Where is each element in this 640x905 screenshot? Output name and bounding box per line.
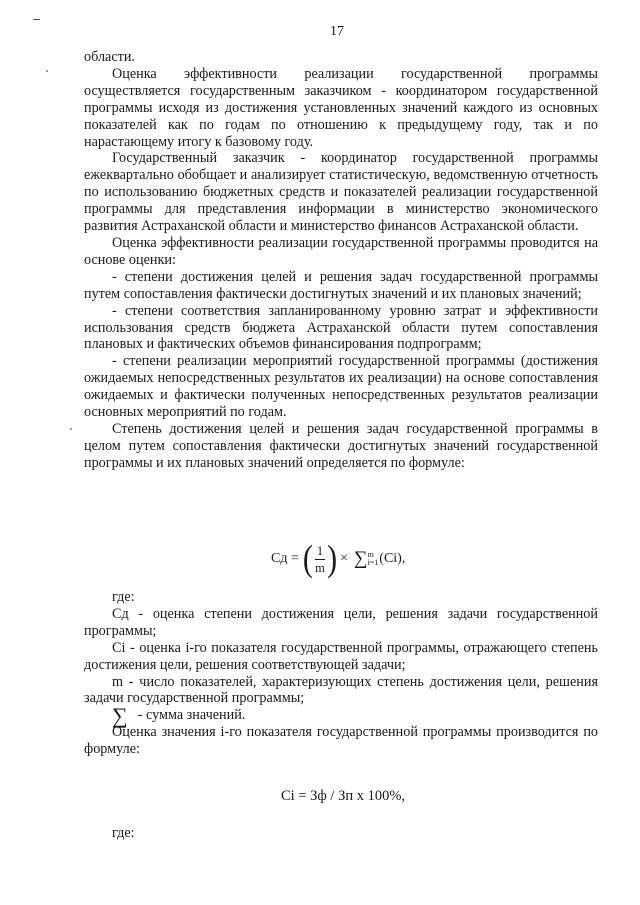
sigma-icon: ∑ [354, 548, 368, 569]
where-label: где: [112, 589, 135, 605]
page-number: 17 [330, 24, 344, 39]
definition-ci: Ci - оценка i-го показателя государственной программы, отражающего степень достижения цели, решения соответствующей задачи; [84, 639, 598, 673]
times-sign: × [340, 551, 349, 566]
paragraph: Степень достижения целей и решения задач государственной программы в целом путем сопоставления фактически достигнутых значений государственной программы и их плановых значений определяется по формуле: [84, 420, 598, 471]
sigma-icon: ∑ [112, 702, 128, 728]
paragraph: Оценка эффективности реализации государственной программы осуществляется государственным заказчиком - координатором государственной программы исходя из достижения установленных значений каждого из основных показателей как по годам по отношению к предыдущему году, так и по нарастающему итогу к базовому году. [84, 65, 598, 150]
where-label: где: [112, 825, 135, 841]
definition-m: m - число показателей, характеризующих степень достижения цели, решения задачи государственной программы; [84, 673, 598, 707]
paragraph: области. [84, 49, 135, 65]
sum-upper-limit: m [367, 550, 374, 559]
scan-speck [70, 428, 72, 430]
formula-ci: Ci = Зф / Зп x 100%, [281, 788, 406, 804]
definitions [84, 589, 598, 758]
definition-sum [84, 702, 598, 728]
right-paren: ) [327, 537, 338, 579]
left-paren: ( [302, 537, 313, 579]
paragraph: Государственный заказчик - координатор государственной программы ежеквартально обобщает и анализирует статистическую, ведомственную отчетность по использованию бюджетных средств и показателей реализации государственной программы для представления информации в министерство экономического развития Астраханской области и министерство финансов Астраханской области. [84, 150, 598, 235]
paragraph: Оценка эффективности реализации государственной программы проводится на основе оценки: [84, 234, 598, 268]
definition-sd: Сд - оценка степени достижения цели, решения задачи государственной программы; [84, 605, 598, 639]
sum-lower-limit: i=1 [367, 558, 379, 567]
list-item: - степени реализации мероприятий государственной программы (достижения ожидаемых непосредственных результатов их реализации) на основе сопоставления ожидаемых и фактически полученных непосредственных результатов реализации основных мероприятий по годам. [84, 353, 598, 421]
sum-text: - сумма значений. [137, 707, 246, 724]
sum-limits [368, 551, 379, 567]
sum-term: (Ci), [379, 551, 406, 566]
paragraph: Оценка значения i-го показателя государственной программы производится по формуле: [84, 724, 598, 758]
scan-speck [46, 70, 48, 72]
formula-lhs: Сд = [271, 551, 299, 566]
list-item: - степени соответствия запланированному уровню затрат и эффективности использования средств бюджета Астраханской области путем сопоставления плановых и фактических объемов финансирования подпрограмм; [84, 302, 598, 353]
formula-sd [271, 536, 405, 582]
fraction-denominator: m [315, 560, 325, 575]
list-item: - степени достижения целей и решения задач государственной программы путем сопоставления фактически достигнутых значений и их плановых значений; [84, 268, 598, 302]
body-text [84, 49, 598, 472]
fraction [315, 544, 325, 575]
fraction-numerator: 1 [316, 543, 324, 558]
scan-mark [33, 19, 40, 20]
